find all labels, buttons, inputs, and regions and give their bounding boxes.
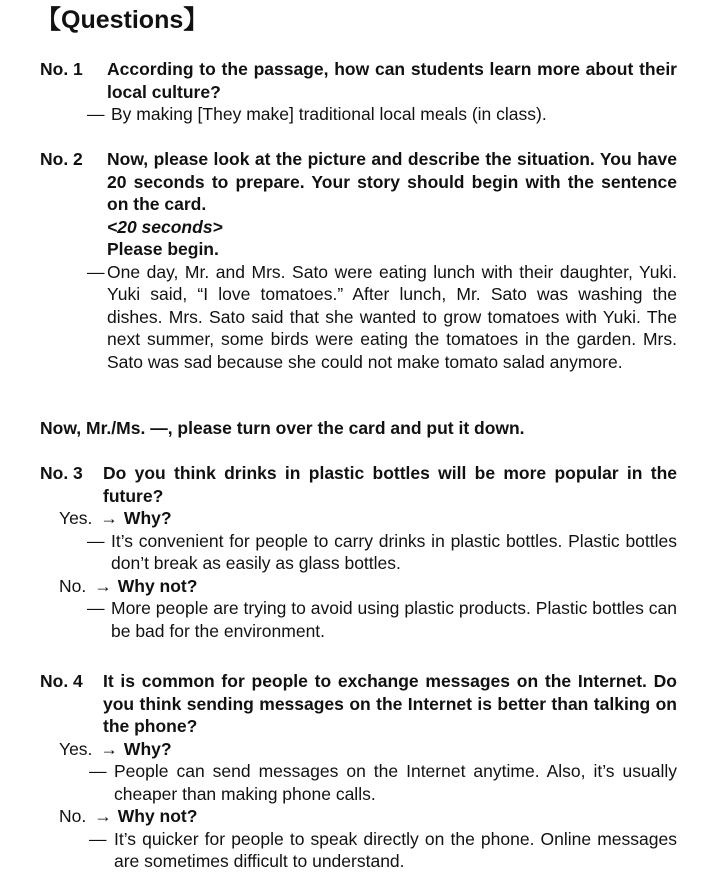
- question-text: It is common for people to exchange messages on the Internet. Do you think sending messages on the Internet is better than talking on the phone?: [103, 671, 677, 736]
- no-answer: [40, 828, 677, 873]
- answer-text: By making [They make] traditional local meals (in class).: [111, 104, 547, 124]
- page-title: 【Questions】: [36, 6, 209, 34]
- answer-text: More people are trying to avoid using plastic products. Plastic bottles can be bad for the environment.: [111, 598, 677, 641]
- question-1: [40, 58, 677, 103]
- answer: [40, 261, 677, 374]
- question-text-group: [107, 148, 677, 261]
- question-2: [40, 148, 677, 261]
- yes-label: Yes.: [59, 508, 93, 528]
- question-number: No. 3: [40, 463, 83, 483]
- arrow-icon: →: [94, 806, 112, 826]
- no-option: [40, 805, 677, 828]
- no-option: [40, 575, 677, 598]
- answer-text: People can send messages on the Internet anytime. Also, it’s usually cheaper than making phone calls.: [114, 761, 677, 804]
- no-label: No.: [59, 575, 87, 596]
- arrow-icon: →: [94, 575, 112, 596]
- question-4: [40, 670, 677, 738]
- no-answer: [40, 597, 677, 642]
- yes-answer: [40, 530, 677, 575]
- question-text: According to the passage, how can students learn more about their local culture?: [107, 59, 677, 102]
- begin-prompt: Please begin.: [107, 239, 219, 259]
- answer-text: One day, Mr. and Mrs. Sato were eating lunch with their daughter, Yuki. Yuki said, “I love tomatoes.” After lunch, Mr. Sato was washing the dishes. Mrs. Sato said that she wanted to grow tomatoes with Yuki. The next summer, some birds were eating the tomatoes in the garden. Mrs. Sato was sad because she could not make tomato salad anymore.: [107, 261, 677, 372]
- question-4-block: [40, 670, 677, 873]
- question-text: Do you think drinks in plastic bottles will be more popular in the future?: [103, 463, 677, 506]
- answer-dash: —: [89, 828, 107, 849]
- question-2-block: [40, 148, 677, 373]
- question-1-block: [40, 58, 677, 126]
- question-text: Now, please look at the picture and describe the situation. You have 20 seconds to prepare. Your story should begin with the sentence on the card.: [107, 149, 677, 214]
- arrow-icon: →: [100, 508, 118, 528]
- answer: [40, 103, 677, 126]
- why-label: Why?: [123, 508, 172, 528]
- timer-note: <20 seconds>: [107, 216, 223, 237]
- answer-dash: —: [87, 598, 105, 618]
- why-not-label: Why not?: [117, 575, 198, 596]
- arrow-icon: →: [100, 738, 118, 759]
- answer-dash: —: [89, 761, 107, 781]
- answer-text: It’s quicker for people to speak directly on the phone. Online messages are sometimes difficult to understand.: [114, 828, 677, 871]
- instruction: Now, Mr./Ms. —, please turn over the card and put it down.: [40, 418, 525, 438]
- yes-option: [40, 507, 677, 530]
- no-label: No.: [59, 806, 87, 826]
- answer-dash: —: [87, 261, 105, 282]
- answer-dash: —: [87, 530, 105, 551]
- why-label: Why?: [123, 738, 172, 759]
- yes-option: [40, 738, 677, 761]
- why-not-label: Why not?: [117, 806, 198, 826]
- question-3: [40, 462, 677, 507]
- yes-label: Yes.: [59, 738, 93, 759]
- answer-dash: —: [87, 104, 105, 124]
- question-number: No. 4: [40, 671, 83, 691]
- answer-text: It’s convenient for people to carry drinks in plastic bottles. Plastic bottles don’t break as easily as glass bottles.: [111, 530, 677, 573]
- question-number: No. 2: [40, 149, 83, 169]
- question-3-block: [40, 462, 677, 642]
- question-number: No. 1: [40, 59, 83, 79]
- yes-answer: [40, 760, 677, 805]
